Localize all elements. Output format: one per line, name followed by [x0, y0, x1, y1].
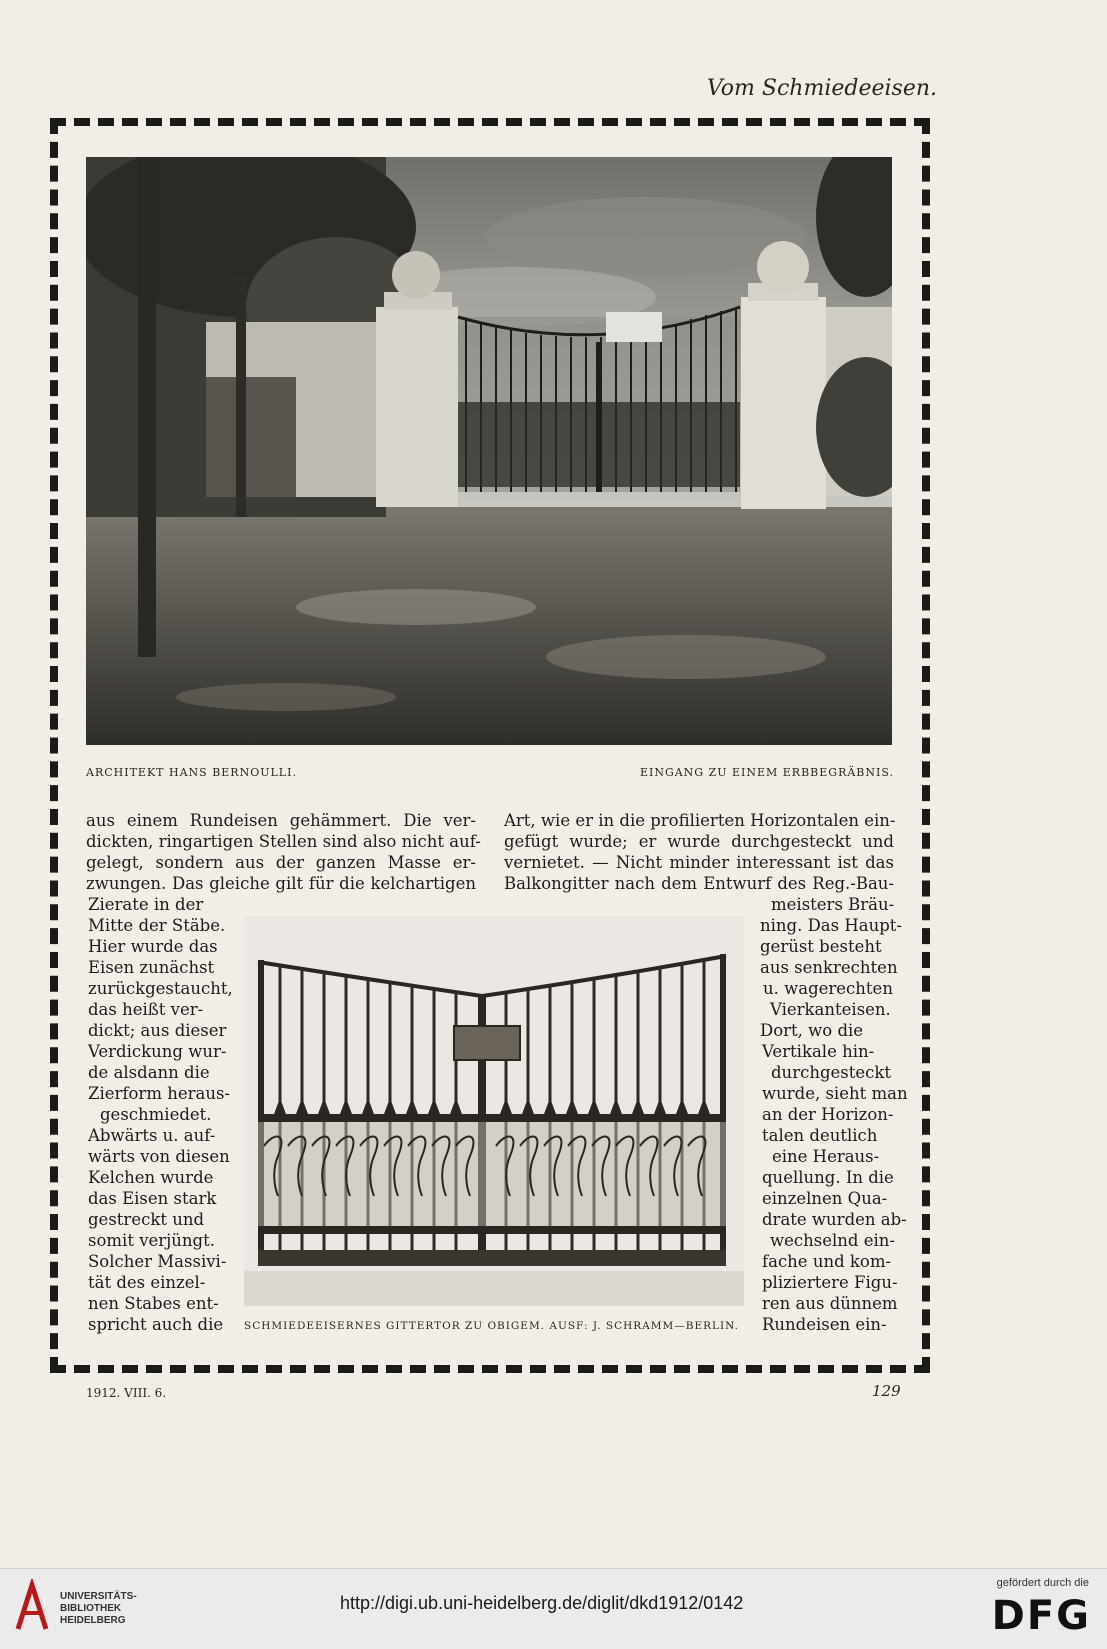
logo-line: BIBLIOTHEK	[60, 1603, 122, 1614]
text-line: Vertikale hin-	[762, 1042, 875, 1061]
logo-line: UNIVERSITÄTS-	[60, 1591, 137, 1602]
photo1-caption-right: EINGANG ZU EINEM ERBBEGRÄBNIS.	[639, 766, 894, 779]
text-line: dickten, ringartigen Stellen sind also nicht auf-	[86, 832, 481, 851]
text-line: Zierate in der	[88, 895, 204, 914]
text-line: das heißt ver-	[88, 1000, 204, 1019]
text-line: zurückgestaucht,	[88, 979, 233, 998]
entrance-photo-illustration	[86, 157, 892, 745]
library-footer-bar	[0, 1568, 1107, 1649]
text-line: Mitte der Stäbe.	[88, 916, 226, 935]
text-line: Kelchen wurde	[88, 1168, 214, 1187]
text-line: Zierform heraus-	[88, 1084, 230, 1103]
text-line: Art, wie er in die profilierten Horizontalen ein-	[504, 811, 896, 830]
text-line: gelegt, sondern aus der ganzen Masse er-	[86, 853, 476, 872]
text-line: gerüst besteht	[760, 937, 882, 956]
text-line: u. wagerechten	[763, 979, 893, 998]
issue-reference: 1912. VIII. 6.	[86, 1386, 167, 1400]
text-line: eine Heraus-	[772, 1147, 880, 1166]
text-line: Eisen zunächst	[88, 958, 215, 977]
photo-iron-gate	[244, 916, 744, 1306]
text-line: spricht auch die	[88, 1315, 224, 1334]
text-line: durchgesteckt	[771, 1063, 892, 1082]
text-line: Dort, wo die	[760, 1021, 864, 1040]
page-number: 129	[872, 1382, 901, 1400]
dfg-logo: DFG	[991, 1593, 1091, 1639]
text-line: Abwärts u. auf-	[88, 1126, 216, 1145]
text-line: Rundeisen ein-	[762, 1315, 887, 1334]
text-line: talen deutlich	[762, 1126, 878, 1145]
text-line: fache und kom-	[762, 1252, 892, 1271]
text-line: geschmiedet.	[100, 1105, 212, 1124]
text-line: Balkongitter nach dem Entwurf des Reg.-Bau-	[504, 874, 894, 893]
text-line: meisters Bräu-	[771, 895, 895, 914]
text-line: dickt; aus dieser	[88, 1021, 227, 1040]
text-line: aus senkrechten	[760, 958, 898, 977]
text-line: einzelnen Qua-	[762, 1189, 888, 1208]
text-line: aus einem Rundeisen gehämmert. Die ver-	[86, 811, 476, 830]
document-url-link[interactable]: http://digi.ub.uni-heidelberg.de/diglit/dkd1912/0142	[340, 1593, 744, 1613]
text-line: ren aus dünnem	[762, 1294, 898, 1313]
text-line: de alsdann die	[88, 1063, 210, 1082]
text-line: Solcher Massivi-	[88, 1252, 227, 1271]
text-line: drate wurden ab-	[762, 1210, 907, 1229]
logo-line: HEIDELBERG	[60, 1615, 126, 1626]
iron-gate-illustration	[244, 916, 744, 1306]
text-line: tät des einzel-	[88, 1273, 206, 1292]
text-line: nen Stabes ent-	[88, 1294, 219, 1313]
text-line: das Eisen stark	[88, 1189, 217, 1208]
photo-entrance	[86, 157, 892, 745]
text-line: somit verjüngt.	[88, 1231, 215, 1250]
text-line: vernietet. — Nicht minder interessant ist das	[504, 853, 894, 872]
university-library-logo-icon	[12, 1579, 52, 1635]
text-line: wärts von diesen	[88, 1147, 230, 1166]
text-line: Vierkanteisen.	[770, 1000, 891, 1019]
text-line: pliziertere Figu-	[762, 1273, 898, 1292]
university-library-name	[60, 1591, 137, 1627]
text-line: ning. Das Haupt-	[760, 916, 902, 935]
photo2-caption: SCHMIEDEEISERNES GITTERTOR ZU OBIGEM. AUSF: J. SCHRAMM—BERLIN.	[244, 1320, 740, 1332]
text-line: wechselnd ein-	[770, 1231, 895, 1250]
text-line: Hier wurde das	[88, 937, 218, 956]
text-line: gestreckt und	[88, 1210, 205, 1229]
running-title: Vom Schmiedeeisen.	[706, 76, 937, 101]
sponsor-label: gefördert durch die	[996, 1577, 1089, 1589]
text-line: wurde, sieht man	[762, 1084, 908, 1103]
text-line: an der Horizon-	[762, 1105, 894, 1124]
text-line: zwungen. Das gleiche gilt für die kelchartigen	[86, 874, 476, 893]
photo1-caption-left: ARCHITEKT HANS BERNOULLI.	[86, 766, 297, 779]
text-line: gefügt wurde; er wurde durchgesteckt und	[504, 832, 894, 851]
text-line: quellung. In die	[762, 1168, 894, 1187]
text-line: Verdickung wur-	[88, 1042, 227, 1061]
